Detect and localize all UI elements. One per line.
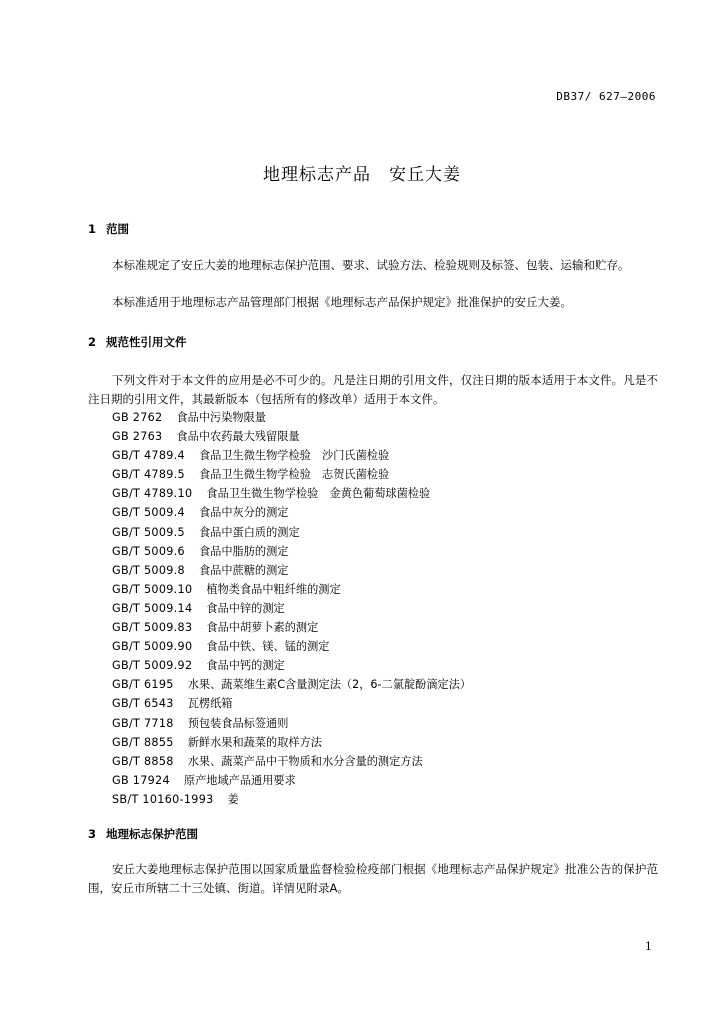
reference-item	[112, 771, 471, 790]
reference-code: GB/T 5009.5	[112, 525, 185, 539]
reference-title: 水果、蔬菜产品中干物质和水分含量的测定方法	[187, 754, 423, 768]
reference-item	[112, 542, 471, 561]
reference-item	[112, 484, 471, 503]
reference-item	[112, 599, 471, 618]
reference-title: 食品中脂肪的测定	[198, 544, 289, 558]
reference-item	[112, 618, 471, 637]
reference-code: GB/T 5009.8	[112, 563, 185, 577]
reference-item	[112, 408, 471, 427]
reference-title: 食品中污染物限量	[176, 411, 266, 424]
document-title: 地理标志产品 安丘大姜	[263, 165, 461, 185]
reference-code: GB/T 5009.92	[112, 659, 193, 673]
section-number: 2	[88, 335, 97, 349]
reference-title: 食品卫生微生物学检验 金黄色葡萄球菌检验	[206, 487, 431, 501]
reference-title: 姜	[227, 792, 239, 806]
section-title: 规范性引用文件	[106, 335, 187, 349]
reference-title: 食品中蛋白质的测定	[198, 525, 300, 539]
reference-code: GB/T 5009.6	[112, 544, 185, 558]
normative-reference-list	[112, 408, 471, 809]
section-1-heading	[88, 221, 129, 237]
reference-code: GB/T 4789.5	[112, 468, 185, 482]
section-2-paragraph-1: 下列文件对于本文件的应用是必不可少的。凡是注日期的引用文件，仅注日期的版本适用于本文件。凡是不注日期的引用文件，其最新版本（包括所有的修改单）适用于本文件。	[88, 373, 658, 406]
reference-item	[112, 465, 471, 484]
reference-item	[112, 675, 471, 694]
reference-code: GB/T 6195	[112, 678, 174, 692]
reference-title: 食品中蔗糖的测定	[198, 563, 289, 577]
reference-item	[112, 580, 471, 599]
reference-item	[112, 561, 471, 580]
section-number: 1	[88, 222, 97, 236]
section-title: 地理标志保护范围	[106, 827, 198, 841]
page-number: 1	[645, 940, 652, 953]
reference-item	[112, 503, 471, 522]
reference-code: GB/T 8858	[112, 754, 174, 768]
reference-code: GB 2763	[112, 430, 163, 444]
reference-code: GB/T 5009.10	[112, 582, 193, 596]
reference-title: 食品中农药最大残留限量	[176, 430, 300, 444]
reference-code: GB 2762	[112, 411, 163, 424]
section-1-paragraph-1: 本标准规定了安丘大姜的地理标志保护范围、要求、试验方法、检验规则及标签、包装、运输和贮存。	[112, 258, 630, 272]
reference-item	[112, 637, 471, 656]
reference-code: GB/T 5009.4	[112, 506, 185, 520]
reference-item	[112, 714, 471, 733]
reference-title: 新鲜水果和蔬菜的取样方法	[187, 735, 322, 749]
reference-code: SB/T 10160-1993	[112, 792, 214, 806]
reference-code: GB/T 4789.10	[112, 487, 193, 501]
reference-title: 食品卫生微生物学检验 志贺氏菌检验	[198, 468, 390, 482]
reference-item	[112, 752, 471, 771]
section-3-heading	[88, 826, 198, 842]
reference-item	[112, 523, 471, 542]
reference-item	[112, 446, 471, 465]
reference-title: 植物类食品中粗纤维的测定	[206, 582, 341, 596]
reference-code: GB/T 5009.83	[112, 621, 193, 635]
section-3-paragraph-1: 安丘大姜地理标志保护范围以国家质量监督检验检疫部门根据《地理标志产品保护规定》批准公告的保护范围，安丘市所辖二十三处镇、街道。详情见附录A。	[88, 862, 658, 895]
section-number: 3	[88, 827, 97, 841]
reference-title: 瓦楞纸箱	[187, 697, 233, 711]
reference-code: GB/T 5009.90	[112, 640, 193, 654]
reference-item	[112, 656, 471, 675]
reference-title: 食品中灰分的测定	[198, 506, 289, 520]
reference-code: GB/T 5009.14	[112, 601, 193, 615]
section-1-paragraph-2: 本标准适用于地理标志产品管理部门根据《地理标志产品保护规定》批准保护的安丘大姜。	[112, 295, 572, 309]
reference-code: GB 17924	[112, 773, 170, 787]
reference-item	[112, 733, 471, 752]
reference-item	[112, 427, 471, 446]
reference-title: 食品卫生微生物学检验 沙门氏菌检验	[198, 449, 390, 463]
reference-code: GB/T 6543	[112, 697, 174, 711]
reference-title: 食品中胡萝卜素的测定	[206, 621, 319, 635]
reference-item	[112, 694, 471, 713]
reference-title: 食品中钙的测定	[206, 659, 285, 673]
reference-title: 食品中锌的测定	[206, 601, 285, 615]
section-title: 范围	[106, 222, 129, 236]
standard-code: DB37/ 627—2006	[556, 90, 656, 103]
reference-title: 食品中铁、镁、锰的测定	[206, 640, 330, 654]
reference-item	[112, 790, 471, 809]
section-2-heading	[88, 334, 187, 350]
reference-title: 水果、蔬菜维生素C含量测定法（2，6-二氯靛酚滴定法）	[187, 678, 472, 692]
reference-code: GB/T 8855	[112, 735, 174, 749]
reference-title: 预包装食品标签通则	[187, 716, 289, 730]
reference-title: 原产地域产品通用要求	[183, 773, 296, 787]
reference-code: GB/T 7718	[112, 716, 174, 730]
reference-code: GB/T 4789.4	[112, 449, 185, 463]
